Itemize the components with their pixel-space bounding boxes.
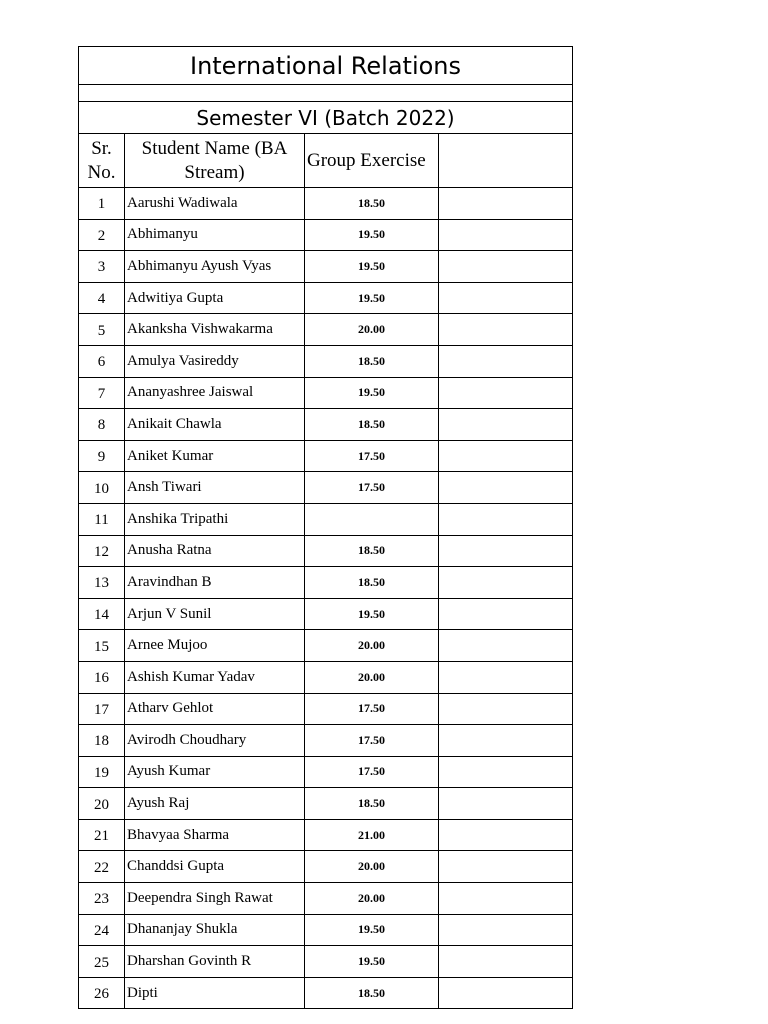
header-student-name-line1: Student Name (BA — [141, 137, 288, 159]
extra-cell — [439, 851, 573, 883]
sr-no-cell: 24 — [79, 914, 125, 946]
group-exercise-score-cell: 20.00 — [305, 661, 439, 693]
student-name-cell: Anshika Tripathi — [125, 503, 305, 535]
extra-cell — [439, 282, 573, 314]
sr-no-cell: 18 — [79, 725, 125, 757]
sr-no-cell: 15 — [79, 630, 125, 662]
group-exercise-score-cell: 20.00 — [305, 314, 439, 346]
semester-row — [79, 102, 573, 134]
student-name-cell: Aarushi Wadiwala — [125, 188, 305, 220]
student-name-cell: Aniket Kumar — [125, 440, 305, 472]
group-exercise-score-cell: 19.50 — [305, 219, 439, 251]
extra-cell — [439, 409, 573, 441]
student-name-cell: Anusha Ratna — [125, 535, 305, 567]
sr-no-cell: 20 — [79, 788, 125, 820]
extra-cell — [439, 472, 573, 504]
extra-cell — [439, 977, 573, 1009]
group-exercise-score-cell: 20.00 — [305, 851, 439, 883]
group-exercise-score-cell: 17.50 — [305, 693, 439, 725]
extra-cell — [439, 598, 573, 630]
group-exercise-score-cell: 21.00 — [305, 819, 439, 851]
group-exercise-score-cell: 18.50 — [305, 977, 439, 1009]
table-row — [79, 946, 573, 978]
group-exercise-score-cell: 18.50 — [305, 535, 439, 567]
student-name-cell: Ananyashree Jaiswal — [125, 377, 305, 409]
table-row — [79, 409, 573, 441]
table-row — [79, 661, 573, 693]
group-exercise-score-cell: 17.50 — [305, 725, 439, 757]
group-exercise-score-cell: 18.50 — [305, 188, 439, 220]
sr-no-cell: 2 — [79, 219, 125, 251]
extra-cell — [439, 345, 573, 377]
extra-cell — [439, 377, 573, 409]
table-row — [79, 567, 573, 599]
student-name-cell: Dharshan Govinth R — [125, 946, 305, 978]
table-row — [79, 251, 573, 283]
table-title: International Relations — [79, 47, 573, 85]
header-row — [79, 134, 573, 188]
student-name-cell: Deependra Singh Rawat — [125, 883, 305, 915]
student-name-cell: Chanddsi Gupta — [125, 851, 305, 883]
group-exercise-score-cell: 19.50 — [305, 377, 439, 409]
student-name-cell: Atharv Gehlot — [125, 693, 305, 725]
table-row — [79, 377, 573, 409]
group-exercise-score-cell: 19.50 — [305, 914, 439, 946]
group-exercise-score-cell: 19.50 — [305, 251, 439, 283]
extra-cell — [439, 503, 573, 535]
group-exercise-score-cell: 18.50 — [305, 409, 439, 441]
sr-no-cell: 26 — [79, 977, 125, 1009]
sr-no-cell: 16 — [79, 661, 125, 693]
student-name-cell: Arjun V Sunil — [125, 598, 305, 630]
sr-no-cell: 12 — [79, 535, 125, 567]
header-student-name — [125, 134, 305, 188]
table-row — [79, 883, 573, 915]
header-sr-no-line1: Sr. — [91, 137, 112, 159]
marks-table — [78, 46, 573, 1009]
sr-no-cell: 14 — [79, 598, 125, 630]
table-row — [79, 756, 573, 788]
extra-cell — [439, 756, 573, 788]
table-row — [79, 977, 573, 1009]
sr-no-cell: 21 — [79, 819, 125, 851]
sr-no-cell: 13 — [79, 567, 125, 599]
table-row — [79, 535, 573, 567]
extra-cell — [439, 661, 573, 693]
semester-title: Semester VI (Batch 2022) — [79, 102, 573, 134]
sr-no-cell: 1 — [79, 188, 125, 220]
sr-no-cell: 9 — [79, 440, 125, 472]
extra-cell — [439, 251, 573, 283]
sr-no-cell: 4 — [79, 282, 125, 314]
table-row — [79, 630, 573, 662]
group-exercise-score-cell: 19.50 — [305, 282, 439, 314]
header-sr-no-line2: No. — [87, 161, 116, 183]
group-exercise-score-cell: 17.50 — [305, 756, 439, 788]
extra-cell — [439, 819, 573, 851]
student-name-cell: Arnee Mujoo — [125, 630, 305, 662]
group-exercise-score-cell: 18.50 — [305, 345, 439, 377]
header-group-exercise: Group Exercise — [305, 134, 439, 188]
group-exercise-score-cell: 17.50 — [305, 472, 439, 504]
spacer-row — [79, 85, 573, 102]
group-exercise-score-cell: 18.50 — [305, 567, 439, 599]
title-row — [79, 47, 573, 85]
student-name-cell: Adwitiya Gupta — [125, 282, 305, 314]
extra-cell — [439, 914, 573, 946]
table-row — [79, 188, 573, 220]
student-name-cell: Ayush Raj — [125, 788, 305, 820]
student-name-cell: Anikait Chawla — [125, 409, 305, 441]
extra-cell — [439, 535, 573, 567]
extra-cell — [439, 883, 573, 915]
table-row — [79, 282, 573, 314]
group-exercise-score-cell: 17.50 — [305, 440, 439, 472]
extra-cell — [439, 725, 573, 757]
header-extra — [439, 134, 573, 188]
sr-no-cell: 6 — [79, 345, 125, 377]
student-name-cell: Akanksha Vishwakarma — [125, 314, 305, 346]
extra-cell — [439, 630, 573, 662]
extra-cell — [439, 788, 573, 820]
sr-no-cell: 23 — [79, 883, 125, 915]
sr-no-cell: 10 — [79, 472, 125, 504]
table-row — [79, 440, 573, 472]
extra-cell — [439, 219, 573, 251]
extra-cell — [439, 567, 573, 599]
student-name-cell: Dhananjay Shukla — [125, 914, 305, 946]
sr-no-cell: 22 — [79, 851, 125, 883]
group-exercise-score-cell: 19.50 — [305, 946, 439, 978]
group-exercise-score-cell: 19.50 — [305, 598, 439, 630]
student-name-cell: Amulya Vasireddy — [125, 345, 305, 377]
student-name-cell: Abhimanyu — [125, 219, 305, 251]
spacer-cell — [79, 85, 573, 102]
sr-no-cell: 7 — [79, 377, 125, 409]
extra-cell — [439, 440, 573, 472]
student-name-cell: Bhavyaa Sharma — [125, 819, 305, 851]
group-exercise-score-cell — [305, 503, 439, 535]
header-student-name-line2: Stream) — [184, 161, 245, 183]
extra-cell — [439, 188, 573, 220]
table-row — [79, 914, 573, 946]
header-sr-no — [79, 134, 125, 188]
table-row — [79, 819, 573, 851]
sr-no-cell: 8 — [79, 409, 125, 441]
group-exercise-score-cell: 20.00 — [305, 630, 439, 662]
table-row — [79, 219, 573, 251]
extra-cell — [439, 314, 573, 346]
student-name-cell: Ansh Tiwari — [125, 472, 305, 504]
student-name-cell: Abhimanyu Ayush Vyas — [125, 251, 305, 283]
sr-no-cell: 25 — [79, 946, 125, 978]
table-row — [79, 851, 573, 883]
group-exercise-score-cell: 20.00 — [305, 883, 439, 915]
table-row — [79, 598, 573, 630]
group-exercise-score-cell: 18.50 — [305, 788, 439, 820]
sr-no-cell: 3 — [79, 251, 125, 283]
table-row — [79, 788, 573, 820]
student-name-cell: Aravindhan B — [125, 567, 305, 599]
extra-cell — [439, 946, 573, 978]
extra-cell — [439, 693, 573, 725]
sr-no-cell: 5 — [79, 314, 125, 346]
student-name-cell: Avirodh Choudhary — [125, 725, 305, 757]
table-row — [79, 472, 573, 504]
table-row — [79, 345, 573, 377]
sr-no-cell: 19 — [79, 756, 125, 788]
table-row — [79, 693, 573, 725]
sr-no-cell: 17 — [79, 693, 125, 725]
table-row — [79, 725, 573, 757]
student-name-cell: Dipti — [125, 977, 305, 1009]
sr-no-cell: 11 — [79, 503, 125, 535]
table-row — [79, 314, 573, 346]
student-name-cell: Ayush Kumar — [125, 756, 305, 788]
student-name-cell: Ashish Kumar Yadav — [125, 661, 305, 693]
table-row — [79, 503, 573, 535]
